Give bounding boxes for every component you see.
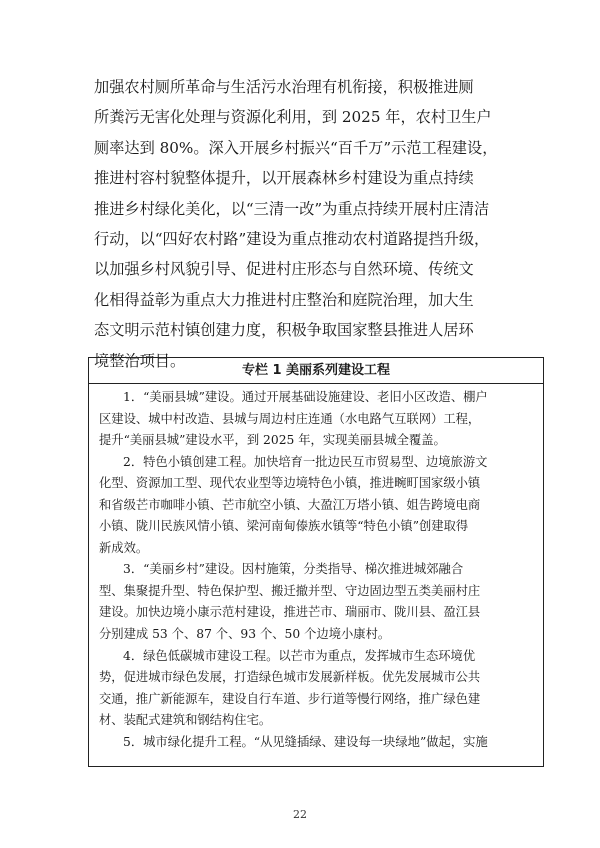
box-line: 区建设、城中村改造、县城与周边村庄连通（水电路气互联网）工程， (99, 411, 481, 426)
box-line: 材、装配式建筑和钢结构住宅。 (99, 713, 272, 728)
body-paragraph (94, 72, 530, 376)
body-line: 厕率达到 80%。深入开展乡村振兴“百千万”示范工程建设， (94, 138, 498, 157)
box-line: 4．绿色低碳城市建设工程。以芒市为重点，发挥城市生态环境优 (123, 648, 476, 663)
box-line: 2．特色小镇创建工程。加快培育一批边民互市贸易型、边境旅游文 (123, 454, 488, 469)
box-line: 新成效。 (99, 540, 149, 555)
box-line: 提升“美丽县城”建设水平，到 2025 年，实现美丽县城全覆盖。 (99, 433, 446, 448)
body-line: 推进村容村貌整体提升，以开展森林乡村建设为重点持续 (94, 169, 474, 188)
special-column-box (88, 357, 544, 767)
page-number: 22 (293, 808, 307, 821)
box-line: 交通，推广新能源车，建设自行车道、步行道等慢行网络，推广绿色建 (99, 691, 481, 706)
box-line: 1．“美丽县城”建设。通过开展基础设施建设、老旧小区改造、棚户 (123, 390, 488, 404)
box-title: 专栏 1 美丽系列建设工程 (89, 358, 543, 384)
body-line: 境整治项目。 (94, 351, 186, 370)
body-line: 化相得益彰为重点大力推进村庄整治和庭院治理，加大生 (94, 290, 474, 309)
body-line: 所粪污无害化处理与资源化利用，到 2025 年，农村卫生户 (94, 108, 492, 127)
box-line: 5．城市绿化提升工程。“从见缝插绿、建设每一块绿地”做起，实施 (123, 734, 488, 749)
box-body (89, 384, 543, 753)
box-line: 型、集聚提升型、特色保护型、搬迁撤并型、守边固边型五类美丽村庄 (99, 583, 481, 598)
body-line: 推进乡村绿化美化，以“三清一改”为重点持续开展村庄清洁 (94, 199, 490, 218)
body-line: 加强农村厕所革命与生活污水治理有机衔接，积极推进厕 (94, 78, 474, 96)
body-line: 以加强乡村风貌引导、促进村庄形态与自然环境、传统文 (94, 260, 474, 279)
box-line: 小镇、陇川民族风情小镇、梁河南甸傣族水镇等“特色小镇”创建取得 (99, 519, 469, 534)
box-line: 和省级芒市咖啡小镇、芒市航空小镇、大盈江万塔小镇、姐告跨境电商 (99, 497, 481, 512)
box-line: 分别建成 53 个、87 个、93 个、50 个边境小康村。 (99, 627, 391, 642)
body-line: 行动，以“四好农村路”建设为重点推动农村道路提挡升级， (94, 229, 490, 248)
box-line: 建设。加快边境小康示范村建设，推进芒市、瑞丽市、陇川县、盈江县 (99, 605, 481, 620)
box-line: 化型、资源加工型、现代农业型等边境特色小镇，推进畹町国家级小镇 (99, 476, 481, 491)
box-line: 3．“美丽乡村”建设。因村施策，分类指导、梯次推进城郊融合 (123, 562, 464, 577)
box-line: 势，促进城市绿色发展，打造绿色城市发展新样板。优先发展城市公共 (99, 670, 481, 685)
body-line: 态文明示范村镇创建力度，积极争取国家整县推进人居环 (94, 321, 474, 340)
